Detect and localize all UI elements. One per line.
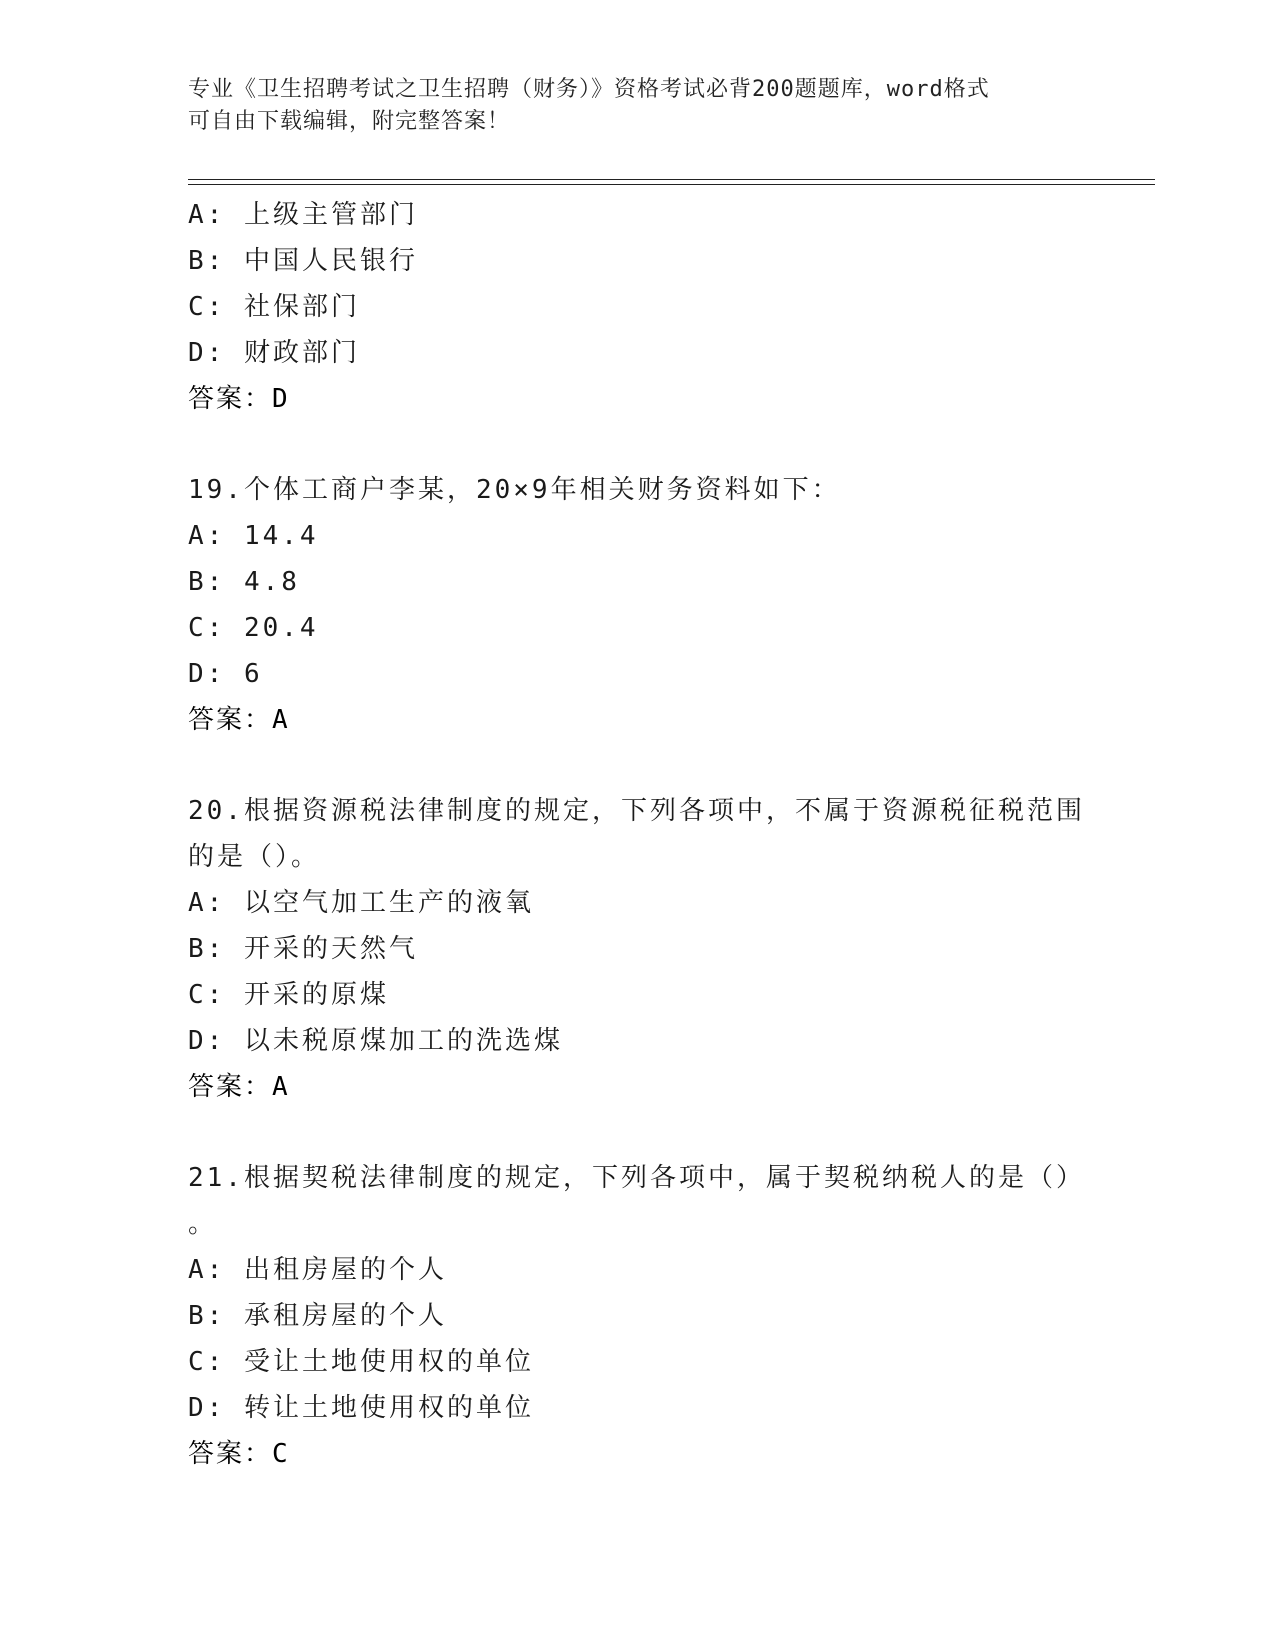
option-c: C: 开采的原煤 — [188, 980, 389, 1010]
header-rule-top — [188, 179, 1155, 180]
question-text-line-1: 20.根据资源税法律制度的规定，下列各项中，不属于资源税征税范围 — [188, 796, 1085, 826]
question-text-line-2: 。 — [188, 1209, 218, 1239]
answer: 答案：C — [188, 1439, 290, 1469]
question-19 — [188, 467, 1088, 743]
option-a: A: 出租房屋的个人 — [188, 1255, 447, 1285]
option-c: C: 社保部门 — [188, 292, 360, 322]
option-c: C: 20.4 — [188, 613, 319, 643]
option-d: D: 转让土地使用权的单位 — [188, 1393, 534, 1423]
header-line-1: 专业《卫生招聘考试之卫生招聘（财务）》资格考试必背200题题库，word格式 — [188, 77, 990, 102]
answer: 答案：A — [188, 705, 290, 735]
question-text: 19.个体工商户李某，20×9年相关财务资料如下： — [188, 475, 841, 505]
question-text-line-2: 的是（）。 — [188, 842, 321, 872]
option-b: B: 中国人民银行 — [188, 246, 418, 276]
spacer — [188, 743, 1088, 788]
option-b: B: 承租房屋的个人 — [188, 1301, 447, 1331]
option-a: A: 14.4 — [188, 521, 319, 551]
question-18 — [188, 192, 1088, 422]
option-a: A: 上级主管部门 — [188, 200, 418, 230]
option-b: B: 开采的天然气 — [188, 934, 418, 964]
option-a: A: 以空气加工生产的液氧 — [188, 888, 534, 918]
header-line-2: 可自由下载编辑，附完整答案！ — [188, 109, 511, 134]
spacer — [188, 1110, 1088, 1155]
option-d: D: 以未税原煤加工的洗选煤 — [188, 1026, 563, 1056]
option-d: D: 财政部门 — [188, 338, 360, 368]
option-d: D: 6 — [188, 659, 263, 689]
answer: 答案：A — [188, 1072, 290, 1102]
option-b: B: 4.8 — [188, 567, 300, 597]
answer: 答案：D — [188, 384, 290, 414]
question-text-line-1: 21.根据契税法律制度的规定，下列各项中，属于契税纳税人的是（） — [188, 1163, 1085, 1193]
question-21 — [188, 1155, 1088, 1477]
header-rule-bottom — [188, 184, 1155, 185]
question-list — [188, 192, 1088, 1477]
spacer — [188, 422, 1088, 467]
document-header — [188, 74, 1088, 138]
option-c: C: 受让土地使用权的单位 — [188, 1347, 534, 1377]
question-20 — [188, 788, 1088, 1110]
